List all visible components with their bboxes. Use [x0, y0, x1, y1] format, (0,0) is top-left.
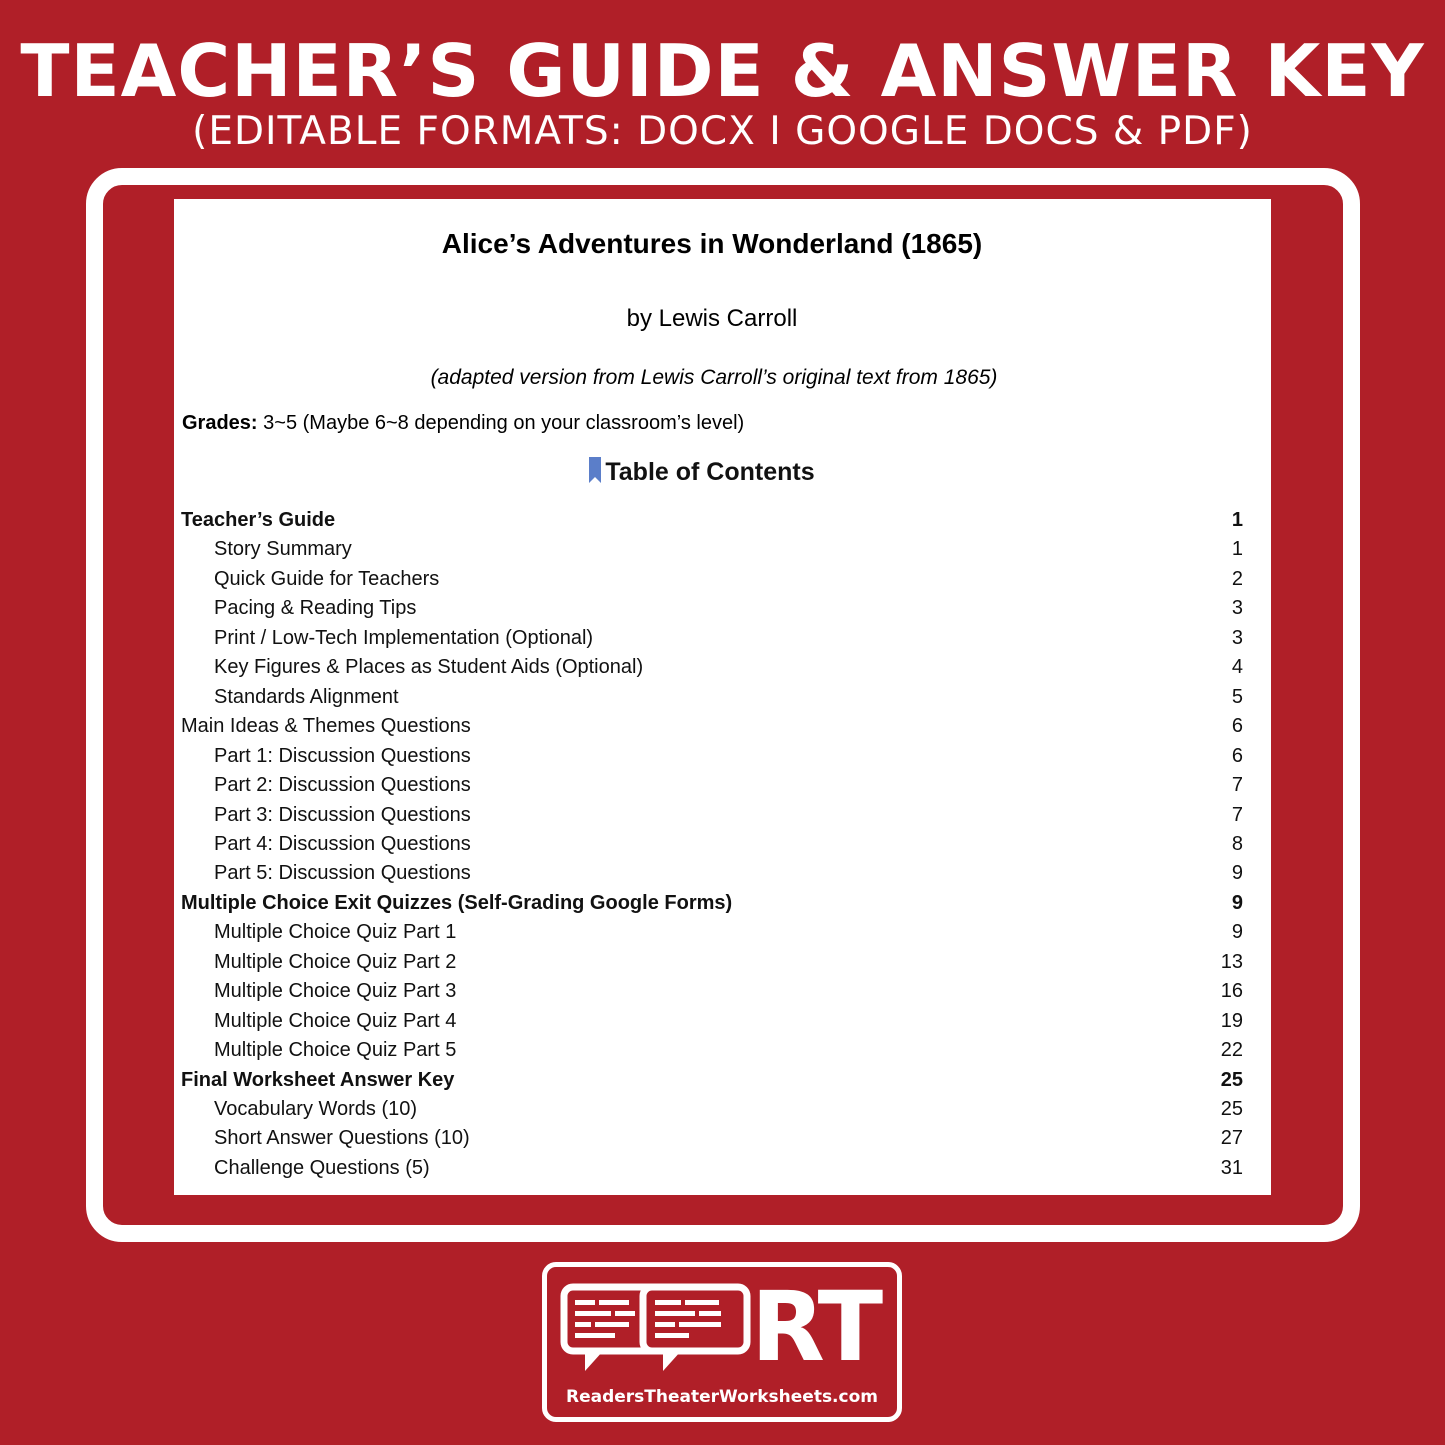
- toc-entry-page: 6: [1231, 715, 1243, 738]
- toc-entry-page: 25: [1220, 1068, 1243, 1091]
- toc-entry-page: 9: [1231, 862, 1243, 885]
- toc-entry-page: 3: [1231, 626, 1243, 649]
- document-title: Alice’s Adventures in Wonderland (1865): [441, 228, 983, 259]
- toc-row: [181, 1124, 1243, 1153]
- toc-entry-page: 6: [1231, 744, 1243, 767]
- toc-row: [181, 594, 1243, 623]
- toc-entry-label: Part 3: Discussion Questions: [214, 803, 471, 826]
- toc-row: [181, 683, 1243, 712]
- toc-entry-page: 9: [1231, 921, 1243, 944]
- toc-entry-label: Teacher’s Guide: [181, 509, 336, 531]
- toc-entry-page: 22: [1220, 1039, 1243, 1062]
- toc-entry-label: Main Ideas & Themes Questions: [181, 715, 471, 738]
- toc-entry-page: 5: [1231, 685, 1243, 708]
- toc-entry-label: Multiple Choice Quiz Part 3: [214, 980, 457, 1003]
- document-note: (adapted version from Lewis Carroll’s original text from 1865): [430, 366, 998, 389]
- toc-row: [181, 565, 1243, 594]
- toc-entry-label: Key Figures & Places as Student Aids (Optional): [214, 656, 644, 679]
- toc-entry-label: Multiple Choice Exit Quizzes (Self-Grading Google Forms): [181, 891, 733, 914]
- toc-row: [181, 1007, 1243, 1036]
- toc-entry-page: 9: [1231, 891, 1243, 914]
- toc-entry-page: 13: [1220, 950, 1243, 973]
- toc-row: [181, 1154, 1243, 1183]
- toc-entry-label: Short Answer Questions (10): [214, 1127, 470, 1150]
- toc-row: [181, 1066, 1243, 1095]
- toc-entry-label: Multiple Choice Quiz Part 4: [214, 1009, 457, 1032]
- toc-row: [181, 801, 1243, 830]
- toc-entry-page: 25: [1220, 1098, 1243, 1120]
- toc-row: [181, 712, 1243, 741]
- toc-row: [181, 624, 1243, 653]
- toc-entry-label: Quick Guide for Teachers: [214, 567, 440, 590]
- toc-entry-page: 7: [1231, 774, 1243, 797]
- toc-entry-page: 31: [1220, 1156, 1243, 1179]
- toc-row: [181, 1095, 1243, 1124]
- toc-row: [181, 830, 1243, 859]
- toc-entry-label: Multiple Choice Quiz Part 2: [214, 950, 457, 973]
- toc-entry-label: Multiple Choice Quiz Part 1: [214, 921, 457, 944]
- toc-entry-label: Part 5: Discussion Questions: [214, 862, 471, 885]
- toc-row: [181, 859, 1243, 888]
- toc-row: [181, 1036, 1243, 1065]
- toc-row: [181, 742, 1243, 771]
- toc-entry-label: Print / Low-Tech Implementation (Optional): [214, 626, 594, 649]
- document-author: by Lewis Carroll: [626, 305, 798, 332]
- toc-heading-label: Table of Contents: [605, 458, 815, 486]
- toc-entry-label: Final Worksheet Answer Key: [181, 1068, 455, 1091]
- toc-row: [181, 653, 1243, 682]
- toc-row: [181, 918, 1243, 947]
- toc-entry-label: Vocabulary Words (10): [214, 1098, 418, 1120]
- toc-entry-page: 1: [1231, 538, 1243, 561]
- script-speech-bubbles-icon: [547, 1267, 757, 1387]
- toc-entry-label: Story Summary: [214, 538, 352, 561]
- toc-entry-label: Multiple Choice Quiz Part 5: [214, 1039, 457, 1062]
- toc-row: [181, 535, 1243, 564]
- toc-row: [181, 506, 1243, 535]
- logo: [542, 1262, 902, 1422]
- toc-entry-page: 2: [1231, 567, 1243, 590]
- toc-row: [181, 771, 1243, 800]
- toc-row: [181, 948, 1243, 977]
- toc-entry-page: 19: [1220, 1009, 1243, 1032]
- toc-entry-label: Part 2: Discussion Questions: [214, 774, 471, 797]
- toc-entry-label: Standards Alignment: [214, 685, 399, 708]
- toc-entry-label: Challenge Questions (5): [214, 1156, 430, 1179]
- toc-row: [181, 889, 1243, 918]
- toc-entry-page: 3: [1231, 597, 1243, 620]
- toc-entry-label: Pacing & Reading Tips: [214, 597, 417, 620]
- grades-label: Grades:: [182, 412, 258, 434]
- toc-entry-label: Part 1: Discussion Questions: [214, 744, 471, 767]
- toc-row: [181, 977, 1243, 1006]
- toc-entry-page: 16: [1220, 980, 1243, 1003]
- toc-entry-page: 4: [1231, 656, 1243, 679]
- logo-letters: RT: [751, 1271, 881, 1383]
- header-title: TEACHER’S GUIDE & ANSWER KEY: [20, 29, 1425, 113]
- toc-entry-page: 8: [1231, 832, 1243, 855]
- logo-url: ReadersTheaterWorksheets.com: [565, 1387, 878, 1407]
- toc-entry-page: 7: [1231, 803, 1243, 826]
- toc-entry-label: Part 4: Discussion Questions: [214, 832, 471, 855]
- grades-value: 3~5 (Maybe 6~8 depending on your classroom’s level): [257, 412, 745, 434]
- header-subtitle: (EDITABLE FORMATS: DOCX I GOOGLE DOCS & PDF): [192, 109, 1253, 154]
- toc-entry-page: 27: [1220, 1127, 1243, 1150]
- toc-entry-page: 1: [1231, 509, 1243, 531]
